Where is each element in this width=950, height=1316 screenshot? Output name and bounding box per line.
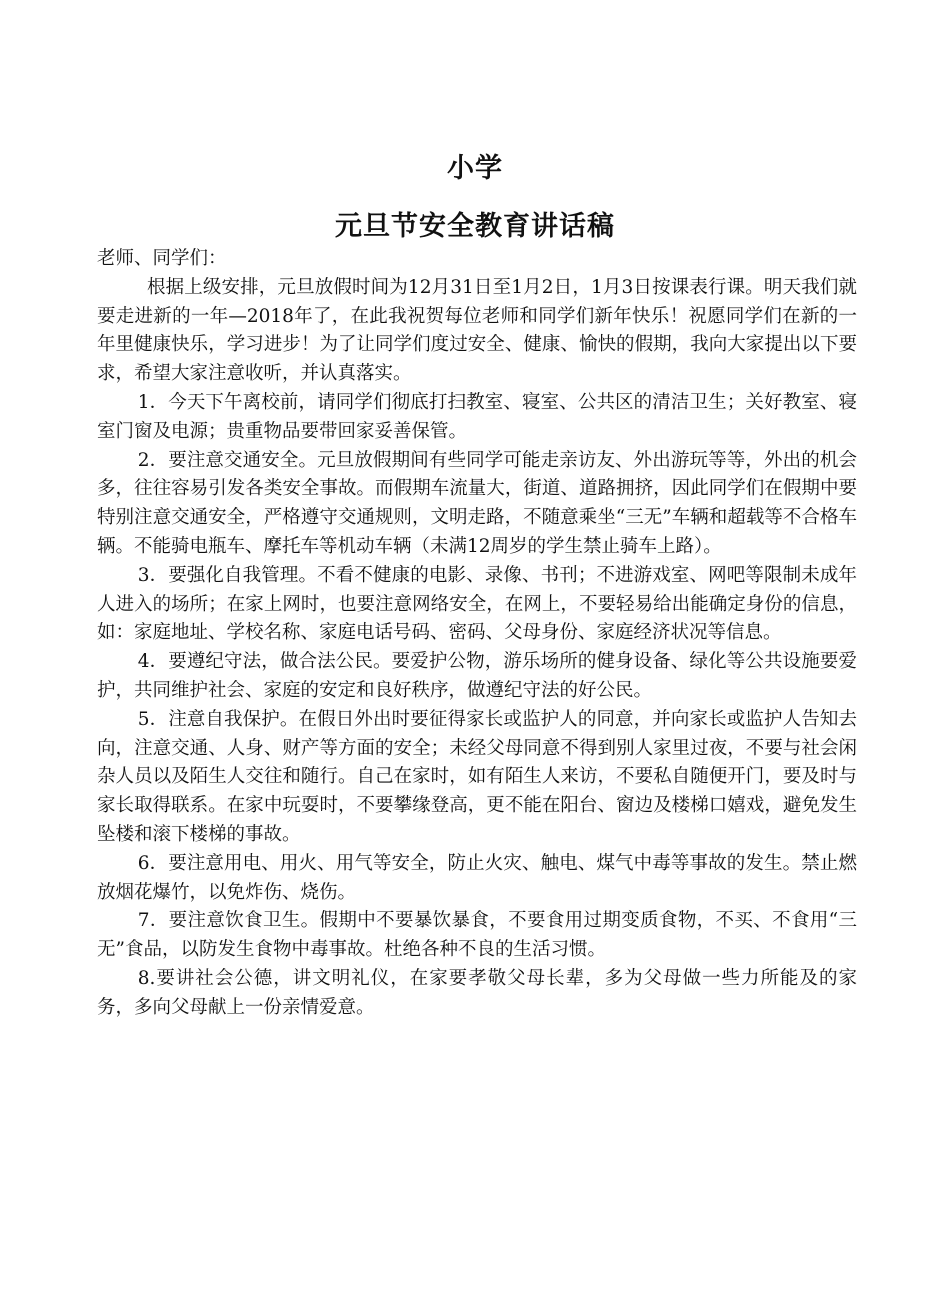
document-body — [97, 245, 857, 1023]
item-5: 5．注意自我保护。在假日外出时要征得家长或监护人的同意，并向家长或监护人告知去向，注意交通、人身、财产等方面的安全；未经父母同意不得到别人家里过夜，不要与社会闲杂人员以及陌生人交往和随行。自己在家时，如有陌生人来访，不要私自随便开门，要及时与家长取得联系。在家中玩耍时，不要攀缘登高，更不能在阳台、窗边及楼梯口嬉戏，避免发生坠楼和滚下楼梯的事故。 — [97, 708, 857, 845]
title-school: 小学 — [447, 153, 503, 184]
item-3: 3．要强化自我管理。不看不健康的电影、录像、书刊；不进游戏室、网吧等限制未成年人进入的场所；在家上网时，也要注意网络安全，在网上，不要轻易给出能确定身份的信息，如：家庭地址、学校名称、家庭电话号码、密码、父母身份、家庭经济状况等信息。 — [97, 564, 857, 644]
item-7: 7．要注意饮食卫生。假期中不要暴饮暴食，不要食用过期变质食物，不买、不食用“三无”食品，以防发生食物中毒事故。杜绝各种不良的生活习惯。 — [97, 910, 857, 961]
item-2: 2．要注意交通安全。元旦放假期间有些同学可能走亲访友、外出游玩等等，外出的机会多，往往容易引发各类安全事故。而假期车流量大，街道、道路拥挤，因此同学们在假期中要特别注意交通安全，严格遵守交通规则，文明走路，不随意乘坐“三无”车辆和超载等不合格车辆。不能骑电瓶车、摩托车等机动车辆（未满12周岁的学生禁止骑车上路）。 — [97, 449, 857, 557]
document-title — [0, 140, 950, 256]
salutation: 老师、同学们： — [97, 248, 227, 269]
title-speech: 元旦节安全教育讲话稿 — [335, 211, 615, 242]
item-8: 8.要讲社会公德，讲文明礼仪，在家要孝敬父母长辈，多为父母做一些力所能及的家务，多向父母献上一份亲情爱意。 — [97, 967, 857, 1018]
item-6: 6．要注意用电、用火、用气等安全，防止火灾、触电、煤气中毒等事故的发生。禁止燃放烟花爆竹，以免炸伤、烧伤。 — [97, 852, 857, 903]
item-1: 1．今天下午离校前，请同学们彻底打扫教室、寝室、公共区的清洁卫生；关好教室、寝室门窗及电源；贵重物品要带回家妥善保管。 — [97, 391, 857, 442]
item-4: 4．要遵纪守法，做合法公民。要爱护公物，游乐场所的健身设备、绿化等公共设施要爱护，共同维护社会、家庭的安定和良好秩序，做遵纪守法的好公民。 — [97, 651, 857, 701]
intro-paragraph: 根据上级安排，元旦放假时间为12月31日至1月2日，1月3日按课表行课。明天我们就要走进新的一年—2018年了，在此我祝贺每位老师和同学们新年快乐！祝愿同学们在新的一年里健康快乐，学习进步！为了让同学们度过安全、健康、愉快的假期，我向大家提出以下要求，希望大家注意收听，并认真落实。 — [97, 276, 857, 385]
